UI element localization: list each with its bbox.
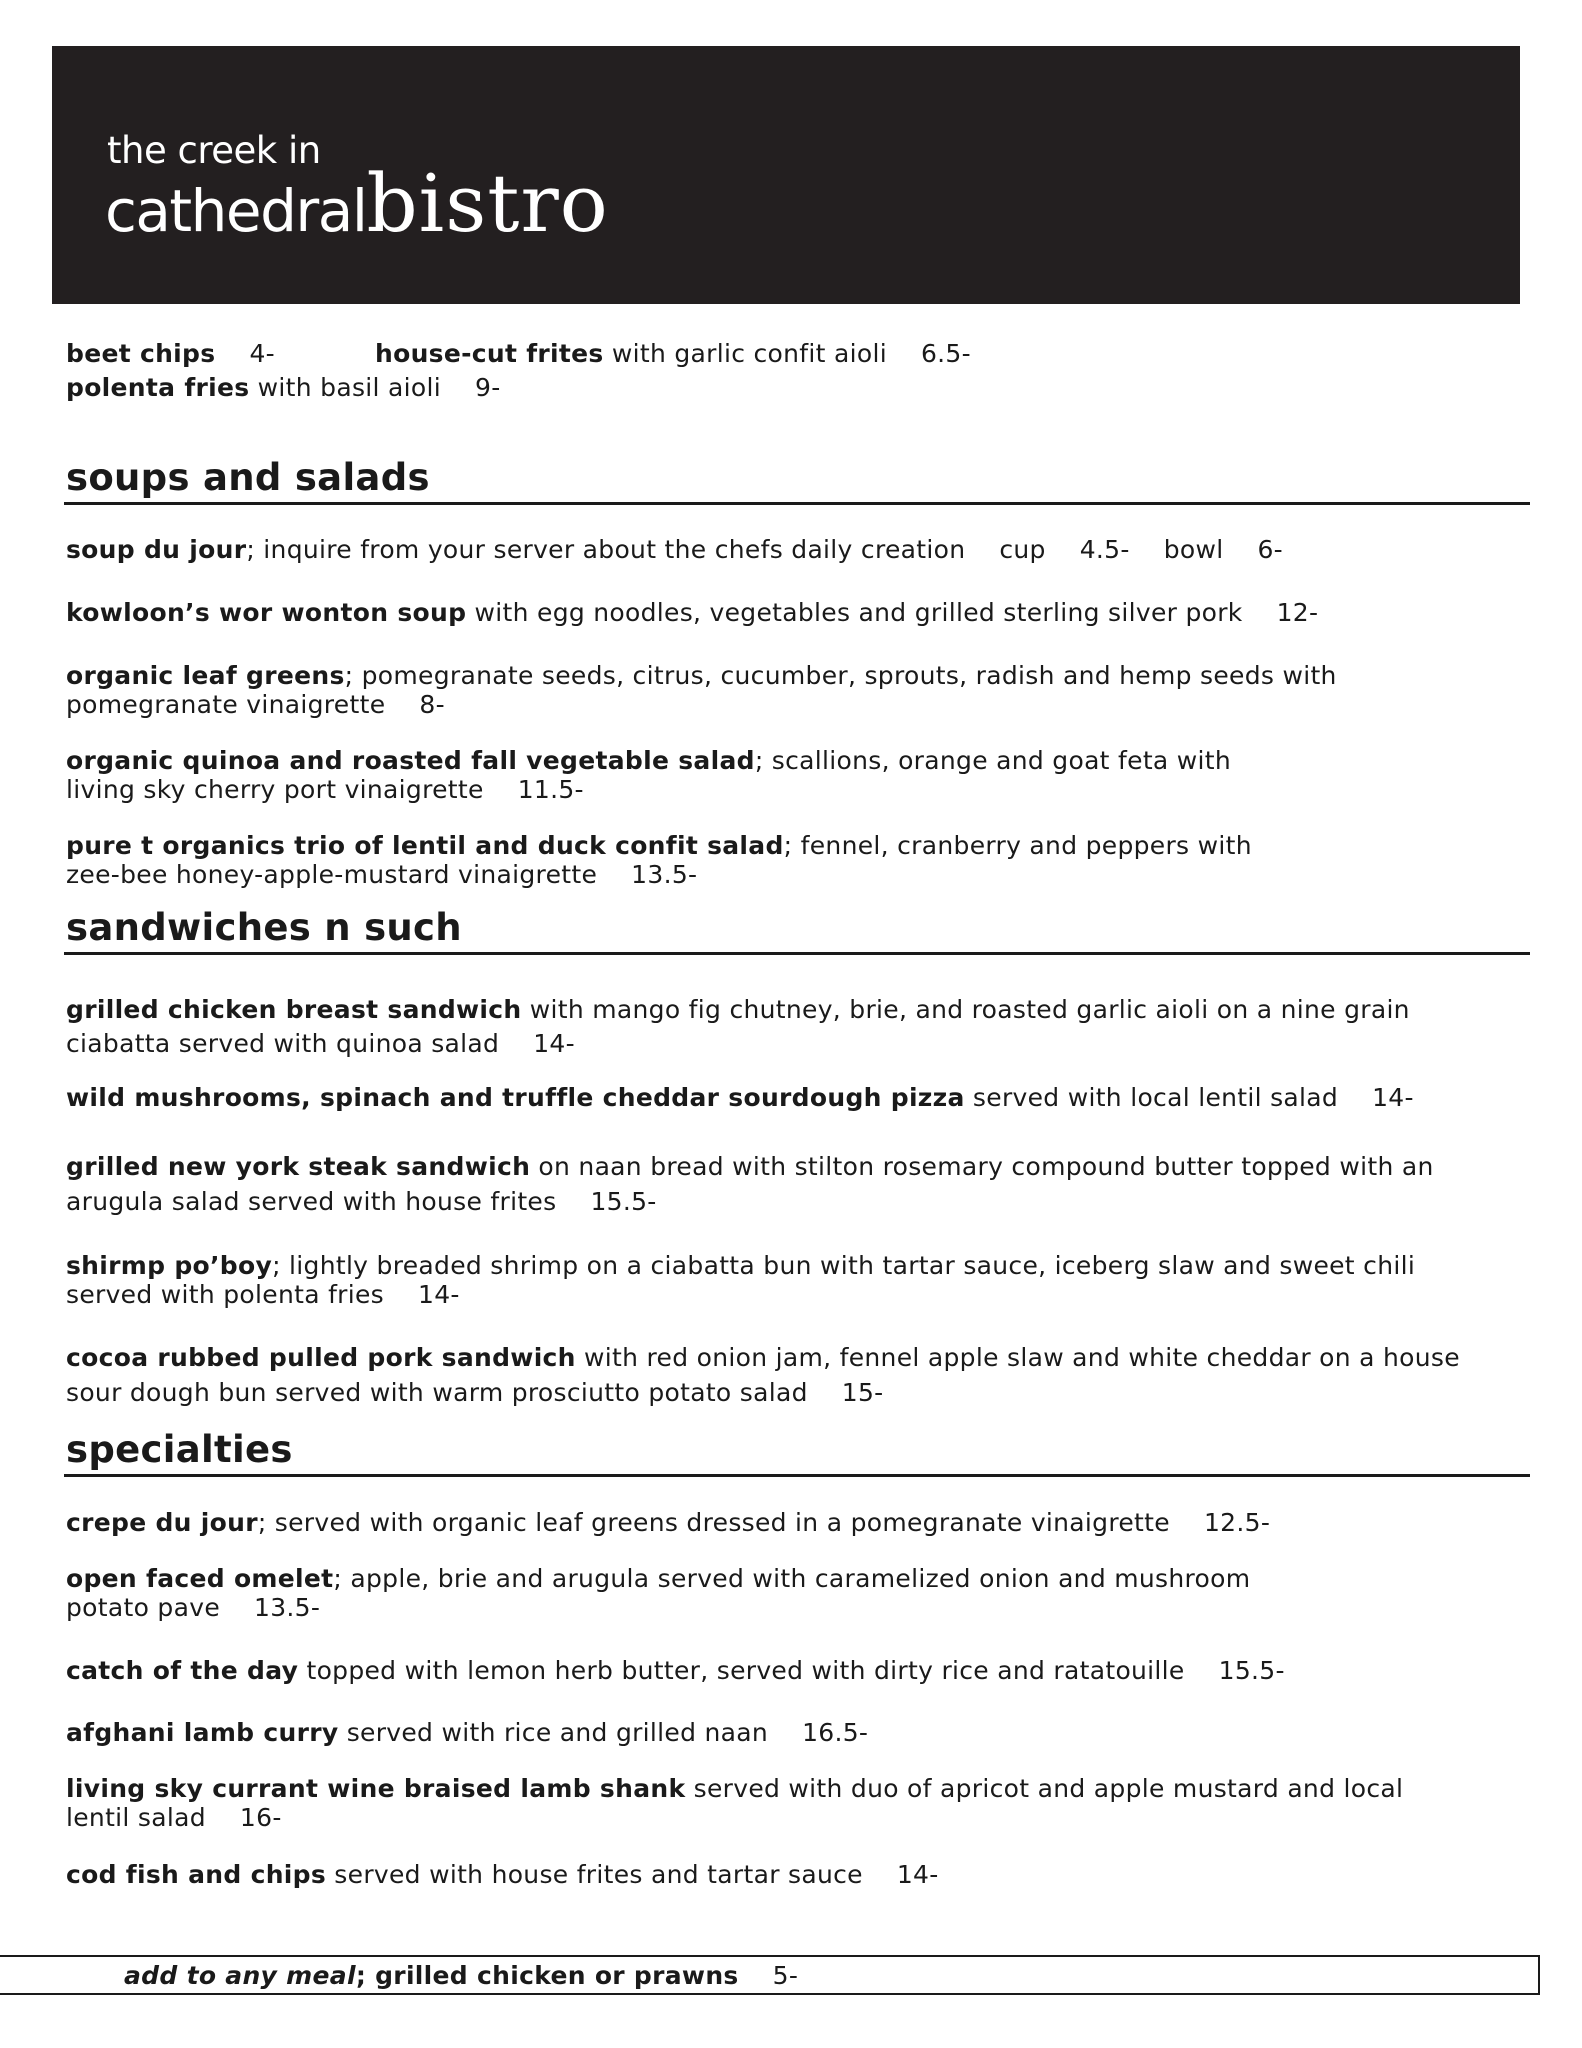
menu-item-continuation — [66, 1187, 657, 1216]
menu-item — [66, 746, 1231, 775]
item-name: organic quinoa and roasted fall vegetable salad — [66, 746, 755, 775]
item-desc-line2: potato pave — [66, 1593, 220, 1622]
item-name: cocoa rubbed pulled pork sandwich — [66, 1343, 576, 1372]
item-desc: with egg noodles, vegetables and grilled sterling silver pork — [466, 598, 1243, 627]
section-divider — [64, 502, 1530, 505]
item-name: kowloon’s wor wonton soup — [66, 598, 467, 627]
item-price: 15.5- — [590, 1187, 657, 1216]
section-heading-soups-and-salads: soups and salads — [66, 456, 430, 499]
item-desc-line2: sour dough bun served with warm prosciutto potato salad — [66, 1378, 808, 1407]
menu-item — [66, 1508, 1270, 1537]
item-desc: ; inquire from your server about the chefs daily creation — [246, 535, 966, 564]
addon-lead: add to any meal — [124, 1961, 356, 1990]
item-desc-line2: living sky cherry port vinaigrette — [66, 775, 484, 804]
item-desc: topped with lemon herb butter, served with dirty rice and ratatouille — [298, 1656, 1185, 1685]
item-name: beet chips — [66, 339, 216, 368]
logo-cathedral: cathedral — [105, 177, 367, 245]
item-desc: ; apple, brie and arugula served with caramelized onion and mushroom — [333, 1564, 1251, 1593]
menu-item-continuation — [66, 690, 445, 719]
logo-bistro: bistro — [366, 157, 609, 250]
item-name: catch of the day — [66, 1656, 299, 1685]
side-item-polenta-fries — [66, 373, 501, 402]
item-price: 16.5- — [802, 1718, 869, 1747]
header-banner — [52, 46, 1520, 304]
item-price: 13.5- — [631, 860, 698, 889]
item-desc-line2: zee-bee honey-apple-mustard vinaigrette — [66, 860, 598, 889]
logo-line1: the creek in — [107, 129, 321, 172]
section-heading-sandwiches: sandwiches n such — [66, 906, 462, 949]
menu-item — [66, 1860, 939, 1889]
item-price: 14- — [533, 1029, 575, 1058]
item-desc: ; served with organic leaf greens dressed in a pomegranate vinaigrette — [257, 1508, 1170, 1537]
bowl-label: bowl — [1163, 535, 1224, 564]
item-name: house-cut frites — [375, 339, 604, 368]
menu-item — [66, 1343, 1460, 1372]
item-price: 15.5- — [1218, 1656, 1285, 1685]
section-divider — [64, 952, 1530, 955]
item-desc: served with local lentil salad — [964, 1083, 1339, 1112]
item-name: organic leaf greens — [66, 661, 345, 690]
item-desc: ; pomegranate seeds, citrus, cucumber, sprouts, radish and hemp seeds with — [344, 661, 1337, 690]
item-desc-line2: arugula salad served with house frites — [66, 1187, 557, 1216]
item-name: cod fish and chips — [66, 1860, 327, 1889]
menu-item-continuation — [66, 1029, 575, 1058]
item-desc: with garlic confit aioli — [603, 339, 887, 368]
item-desc: ; scallions, orange and goat feta with — [754, 746, 1232, 775]
item-name: wild mushrooms, spinach and truffle cheddar sourdough pizza — [66, 1083, 965, 1112]
item-desc: ; lightly breaded shrimp on a ciabatta bun with tartar sauce, iceberg slaw and sweet chili — [272, 1251, 1416, 1280]
item-desc: with mango fig chutney, brie, and roasted garlic aioli on a nine grain — [521, 995, 1410, 1024]
addon-note — [124, 1961, 798, 1990]
item-price: 15- — [841, 1378, 884, 1407]
menu-item — [66, 1774, 1403, 1803]
menu-item-continuation — [66, 1593, 320, 1622]
menu-item-continuation — [66, 860, 697, 889]
menu-item-continuation — [66, 775, 584, 804]
item-price: 16- — [239, 1803, 282, 1832]
item-price: 14- — [418, 1280, 460, 1309]
item-desc-line2: ciabatta served with quinoa salad — [66, 1029, 500, 1058]
item-name: open faced omelet — [66, 1564, 334, 1593]
section-heading-specialties: specialties — [66, 1428, 293, 1471]
item-desc: ; fennel, cranberry and peppers with — [783, 831, 1252, 860]
bowl-price: 6- — [1257, 535, 1283, 564]
item-name: pure t organics trio of lentil and duck confit salad — [66, 831, 784, 860]
item-desc: served with house frites and tartar sauce — [326, 1860, 863, 1889]
item-name: soup du jour — [66, 535, 247, 564]
item-price: 14- — [896, 1860, 939, 1889]
side-item-house-cut-frites — [375, 339, 971, 368]
item-name: crepe du jour — [66, 1508, 258, 1537]
item-desc-line2: lentil salad — [66, 1803, 206, 1832]
addon-rest: ; grilled chicken or prawns — [355, 1961, 739, 1990]
item-desc: served with rice and grilled naan — [338, 1718, 769, 1747]
menu-item — [66, 1083, 1414, 1112]
item-desc: on naan bread with stilton rosemary compound butter topped with an — [530, 1152, 1434, 1181]
menu-item-soup-du-jour — [66, 535, 1283, 564]
menu-item — [66, 995, 1410, 1024]
menu-item — [66, 1251, 1415, 1280]
menu-item-continuation — [66, 1803, 282, 1832]
item-desc: with red onion jam, fennel apple slaw and white cheddar on a house — [575, 1343, 1460, 1372]
addon-price: 5- — [772, 1961, 799, 1990]
menu-item-continuation — [66, 1378, 883, 1407]
item-price: 14- — [1372, 1083, 1414, 1112]
cup-price: 4.5- — [1079, 535, 1130, 564]
logo-wordmark — [105, 157, 609, 250]
item-desc-line2: served with polenta fries — [66, 1280, 384, 1309]
item-name: living sky currant wine braised lamb shank — [66, 1774, 686, 1803]
side-item-beet-chips — [66, 339, 275, 368]
menu-item — [66, 1564, 1250, 1593]
item-desc-line2: pomegranate vinaigrette — [66, 690, 386, 719]
item-price: 13.5- — [254, 1593, 321, 1622]
item-name: polenta fries — [66, 373, 250, 402]
menu-item — [66, 598, 1318, 627]
menu-item-continuation — [66, 1280, 460, 1309]
item-desc: with basil aioli — [249, 373, 441, 402]
section-divider — [64, 1474, 1530, 1477]
item-price: 6.5- — [920, 339, 971, 368]
item-desc: served with duo of apricot and apple mustard and local — [685, 1774, 1404, 1803]
item-name: shirmp po’boy — [66, 1251, 273, 1280]
item-price: 8- — [419, 690, 445, 719]
item-name: afghani lamb curry — [66, 1718, 339, 1747]
item-price: 11.5- — [517, 775, 584, 804]
item-price: 12- — [1276, 598, 1319, 627]
item-price: 9- — [474, 373, 501, 402]
menu-item — [66, 661, 1337, 690]
menu-item — [66, 1718, 868, 1747]
menu-item — [66, 1152, 1434, 1181]
item-price: 12.5- — [1203, 1508, 1271, 1537]
item-price: 4- — [249, 339, 275, 368]
item-name: grilled new york steak sandwich — [66, 1152, 531, 1181]
item-name: grilled chicken breast sandwich — [66, 995, 522, 1024]
menu-item — [66, 1656, 1285, 1685]
cup-label: cup — [999, 535, 1046, 564]
menu-item — [66, 831, 1252, 860]
